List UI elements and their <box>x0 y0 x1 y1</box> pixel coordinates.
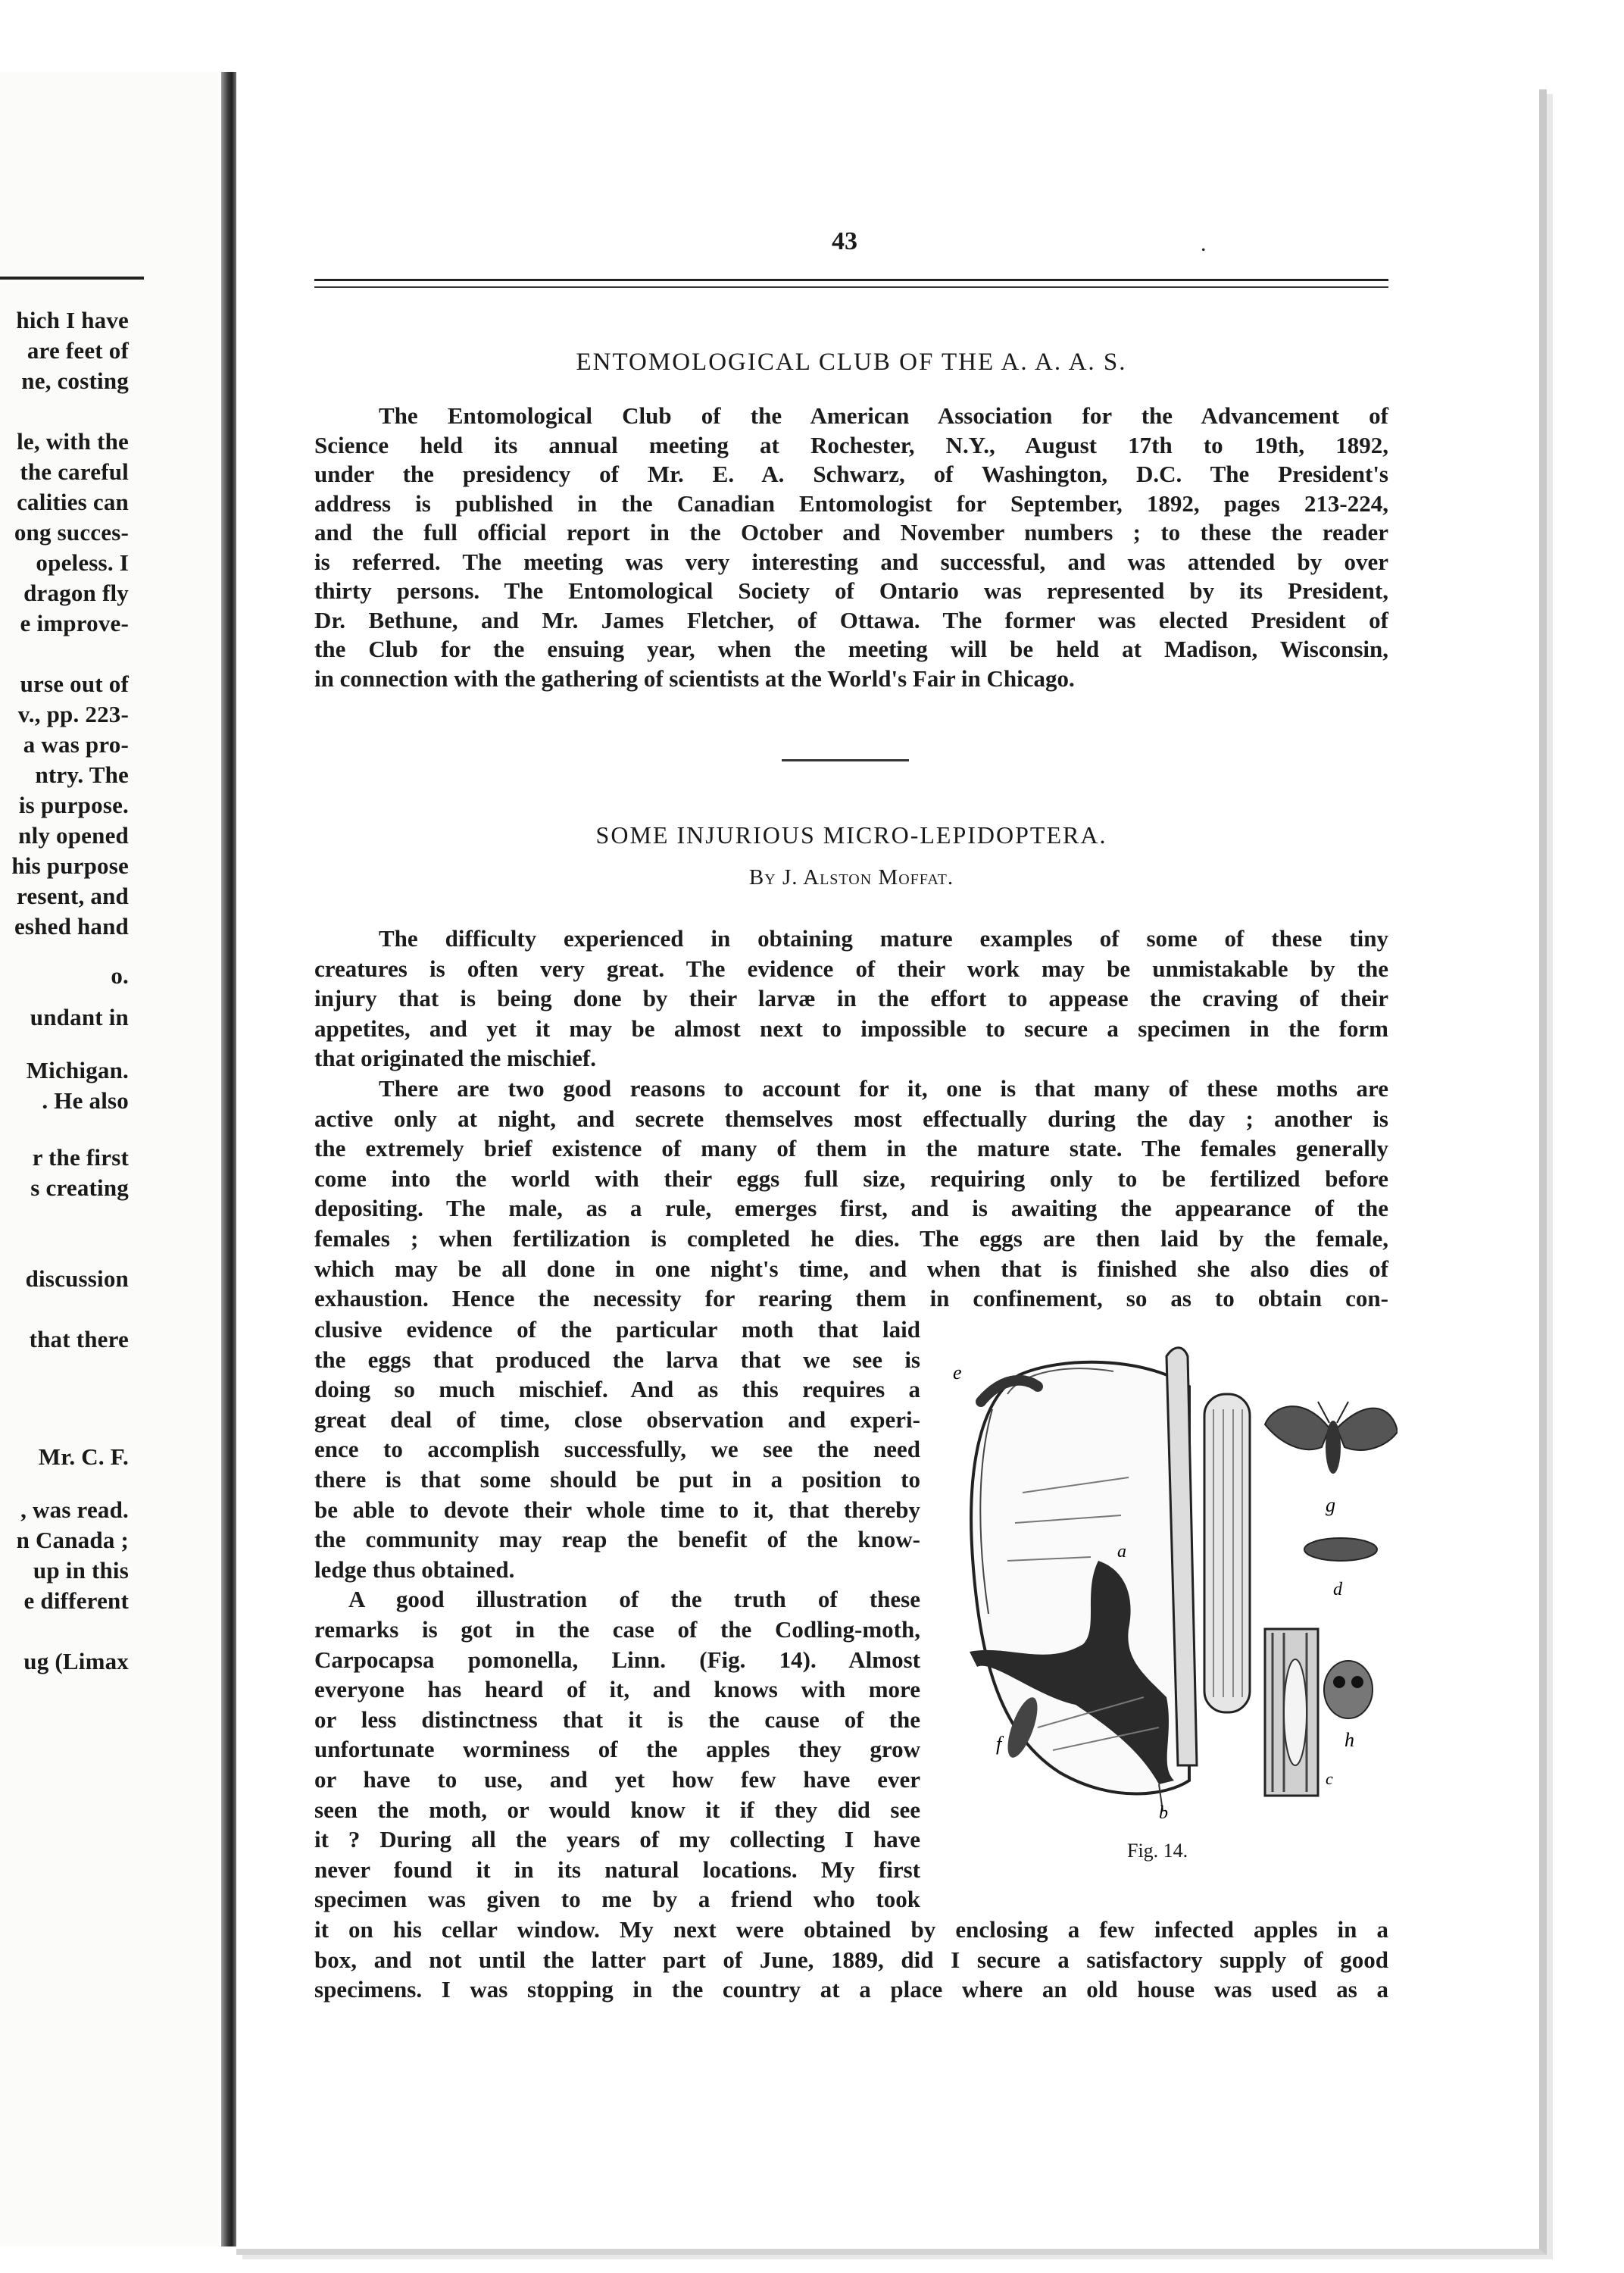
left-page-line: eshed hand <box>14 913 129 940</box>
article1-line: the Club for the ensuing year, when the meeting will be held at Madison, Wisconsin, <box>314 636 1388 662</box>
left-page-line: are feet of <box>27 337 129 364</box>
left-page-line: his purpose <box>11 852 129 879</box>
article2-line: everyone has heard of it, and knows with more <box>314 1676 920 1703</box>
article2-line: the community may reap the benefit of the know- <box>314 1526 920 1553</box>
figure-label-b: b <box>1159 1803 1168 1818</box>
left-page-line: that there <box>29 1326 129 1352</box>
article2-line: unfortunate worminess of the apples they grow <box>314 1736 920 1763</box>
article2-line: The difficulty experienced in obtaining mature examples of some of these tiny <box>379 925 1388 952</box>
left-page-line: e different <box>23 1587 129 1614</box>
article2-line: great deal of time, close observation and experi- <box>314 1405 920 1433</box>
left-page-rule <box>0 277 144 280</box>
left-page-line: r the first <box>32 1144 129 1171</box>
figure-label-e: e <box>953 1362 962 1383</box>
left-page-line: is purpose. <box>18 792 129 818</box>
page-dot: . <box>1201 231 1207 256</box>
article2-title: SOME INJURIOUS MICRO-LEPIDOPTERA. <box>595 821 1107 849</box>
left-page-line: o. <box>111 962 129 989</box>
article2-line: seen the moth, or would know it if they did see <box>314 1796 920 1823</box>
article2-line: the eggs that produced the larva that we see is <box>314 1346 920 1373</box>
left-page-line: urse out of <box>20 671 129 697</box>
article2-line: Carpocapsa pomonella, Linn. (Fig. 14). Almost <box>314 1646 920 1673</box>
left-page-line: hich I have <box>16 307 129 333</box>
left-page-line: resent, and <box>16 883 129 909</box>
article2-line: ence to accomplish successfully, we see the need <box>314 1436 920 1463</box>
article2-line: creatures is often very great. The evidence of their work may be unmistakable by the <box>314 955 1388 982</box>
article2-byline: By J. Alston Moffat. <box>748 865 954 890</box>
article2-line: never found it in its natural locations. My first <box>314 1856 920 1883</box>
article2-line: active only at night, and secrete themselves most effectually during the day ; another is <box>314 1105 1388 1132</box>
left-page-line: calities can <box>17 489 129 515</box>
article2-line: exhaustion. Hence the necessity for rearing them in confinement, so as to obtain con- <box>314 1285 1388 1312</box>
article2-line: come into the world with their eggs full size, requiring only to be fertilized before <box>314 1165 1388 1192</box>
section-separator <box>782 759 909 761</box>
article2-line: remarks is got in the case of the Codling-moth, <box>314 1616 920 1643</box>
left-page-line: ug (Limax <box>23 1648 129 1674</box>
article2-line: there is that some should be put in a position to <box>314 1466 920 1493</box>
article1-line: The Entomological Club of the American Association for the Advancement of <box>379 402 1388 429</box>
article2-line: clusive evidence of the particular moth that laid <box>314 1316 920 1343</box>
figure-caption: Fig. 14. <box>1127 1840 1188 1862</box>
article2-line: the extremely brief existence of many of them in the mature state. The females generally <box>314 1135 1388 1162</box>
article2-line: doing so much mischief. And as this requires a <box>314 1376 920 1403</box>
article2-line: ledge thus obtained. <box>314 1555 515 1583</box>
article1-line: address is published in the Canadian Entomologist for September, 1892, pages 213-224, <box>314 489 1388 517</box>
article2-line: There are two good reasons to account for it, one is that many of these moths are <box>379 1075 1388 1102</box>
article2-line: specimen was given to me by a friend who took <box>314 1886 920 1913</box>
article2-line: it on his cellar window. My next were obtained by enclosing a few infected apples in a <box>314 1916 1388 1943</box>
left-page-line: s creating <box>30 1174 129 1201</box>
left-page-line: undant in <box>30 1004 129 1030</box>
figure-label-h: h <box>1344 1729 1354 1751</box>
article2-line: be able to devote their whole time to it, that thereby <box>314 1496 920 1523</box>
article1-line: thirty persons. The Entomological Society of Ontario was represented by its President, <box>314 577 1388 604</box>
article1-line: and the full official report in the October and November numbers ; to these the reader <box>314 519 1388 546</box>
page-number: 43 <box>832 227 857 255</box>
book-gutter <box>221 72 236 2246</box>
left-page-line: n Canada ; <box>16 1527 129 1553</box>
left-page-line: opeless. I <box>36 549 129 576</box>
article2-line: A good illustration of the truth of these <box>348 1586 920 1613</box>
left-page-line: nly opened <box>18 822 129 849</box>
left-page-line: ne, costing <box>21 367 129 394</box>
article2-line: appetites, and yet it may be almost next to impossible to secure a specimen in the form <box>314 1015 1388 1042</box>
figure-label-f: f <box>996 1733 1002 1755</box>
left-page-line: v., pp. 223- <box>17 701 129 727</box>
left-page-line: discussion <box>25 1265 129 1292</box>
article2-line: which may be all done in one night's time, and when that is finished she also dies of <box>314 1255 1388 1282</box>
article1-line: Dr. Bethune, and Mr. James Fletcher, of Ottawa. The former was elected President of <box>314 606 1388 633</box>
article2-line: or have to use, and yet how few have ever <box>314 1766 920 1793</box>
left-page-line: dragon fly <box>23 580 129 606</box>
header-rule-top <box>314 279 1388 281</box>
article2-line: or less distinctness that it is the cause of the <box>314 1706 920 1733</box>
article1-title: ENTOMOLOGICAL CLUB OF THE A. A. A. S. <box>576 349 1127 376</box>
figure-label-a: a <box>1117 1542 1126 1562</box>
left-page-line: up in this <box>33 1557 129 1584</box>
left-page-line: the careful <box>20 458 129 485</box>
figure-label-g: g <box>1326 1494 1335 1516</box>
article2-line: box, and not until the latter part of June, 1889, did I secure a satisfactory supply of good <box>314 1946 1388 1973</box>
article2-line: it ? During all the years of my collecting I have <box>314 1826 920 1853</box>
article2-line: injury that is being done by their larvæ in the effort to appease the craving of their <box>314 985 1388 1012</box>
article2-line: specimens. I was stopping in the country at a place where an old house was used as a <box>314 1976 1388 2003</box>
article2-line: depositing. The male, as a rule, emerges first, and is awaiting the appearance of the <box>314 1195 1388 1222</box>
left-page-line: ntry. The <box>35 761 129 788</box>
article2-line: that originated the mischief. <box>314 1045 596 1072</box>
left-page-line: e improve- <box>20 610 129 636</box>
article1-line: under the presidency of Mr. E. A. Schwarz, of Washington, D.C. The President's <box>314 461 1388 487</box>
article2-line: females ; when fertilization is completed he dies. The eggs are then laid by the female, <box>314 1225 1388 1252</box>
left-page-line: Mr. C. F. <box>38 1443 129 1470</box>
left-page-line: , was read. <box>20 1496 129 1523</box>
codling-moth-figure <box>947 1341 1398 1818</box>
left-page-line: a was pro- <box>23 731 129 758</box>
left-page-line: Michigan. <box>26 1057 129 1083</box>
left-page-line: le, with the <box>17 428 129 455</box>
article1-line: is referred. The meeting was very interesting and successful, and was attended by over <box>314 548 1388 575</box>
left-facing-page <box>0 72 220 2246</box>
header-rule-bottom <box>314 286 1388 288</box>
article1-line: Science held its annual meeting at Rochester, N.Y., August 17th to 19th, 1892, <box>314 431 1388 458</box>
article1-line: in connection with the gathering of scientists at the World's Fair in Chicago. <box>314 664 1075 692</box>
figure-label-d: d <box>1333 1580 1342 1599</box>
left-page-line: . He also <box>42 1087 129 1114</box>
figure-label-c: c <box>1326 1769 1333 1788</box>
left-page-line: ong succes- <box>14 519 129 546</box>
